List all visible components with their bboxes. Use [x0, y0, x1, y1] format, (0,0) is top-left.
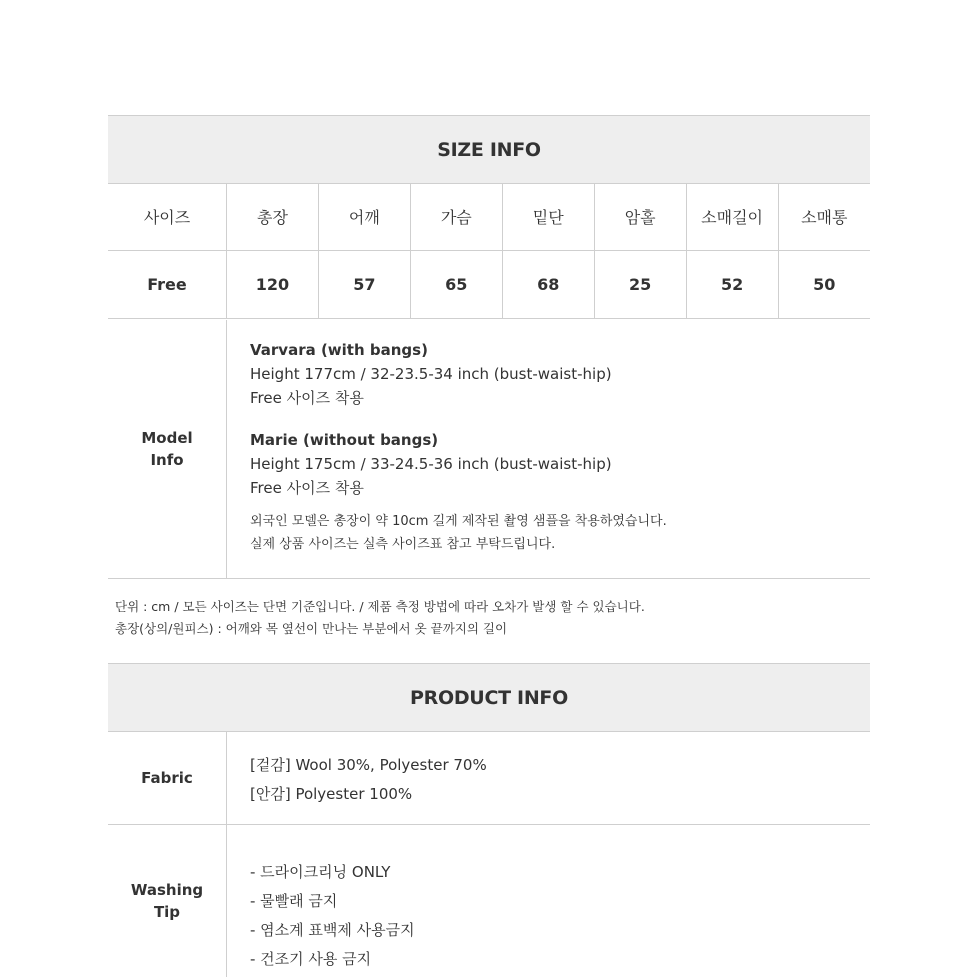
model-wear-size: Free 사이즈 착용: [250, 479, 364, 497]
washing-tip-label: [108, 825, 227, 977]
washing-tip-line: - 염소계 표백제 사용금지: [250, 921, 415, 939]
washing-tip-label-line2: Tip: [153, 903, 181, 921]
model-name: Marie (without bangs): [250, 431, 439, 449]
fabric-line: [안감] Polyester 100%: [250, 785, 413, 803]
units-note: [115, 596, 875, 640]
header-total-length: 총장: [227, 183, 319, 251]
washing-tip-label-line1: Washing: [130, 881, 204, 899]
model-info-body: [250, 338, 860, 556]
header-chest: 가슴: [410, 183, 502, 251]
model-info-row: [108, 320, 870, 579]
model-height: Height 177cm / 32-23.5-34 inch (bust-waist-hip): [250, 365, 612, 383]
header-size: 사이즈: [108, 183, 227, 251]
washing-tip-line: - 물빨래 금지: [250, 892, 338, 910]
cell-total-length: 120: [227, 251, 319, 319]
product-info-header: [108, 663, 870, 732]
fabric-row: [108, 731, 870, 825]
cell-sleeve-length: 52: [686, 251, 778, 319]
size-table-header-row: [108, 183, 870, 251]
size-info-title: SIZE INFO: [437, 138, 541, 161]
fabric-body: [250, 751, 860, 809]
cell-chest: 65: [410, 251, 502, 319]
washing-tip-line: - 드라이크리닝 ONLY: [250, 863, 391, 881]
model-note-line1: 외국인 모델은 총장이 약 10cm 길게 제작된 촬영 샘플을 착용하였습니다.: [250, 514, 667, 529]
header-armhole: 암홀: [594, 183, 686, 251]
model-height: Height 175cm / 33-24.5-36 inch (bust-waist-hip): [250, 455, 612, 473]
cell-shoulder: 57: [318, 251, 410, 319]
size-info-header: [108, 115, 870, 184]
product-info-title: PRODUCT INFO: [410, 686, 568, 709]
model-info-label-line2: Info: [150, 451, 184, 469]
cell-hem: 68: [502, 251, 594, 319]
header-shoulder: 어깨: [318, 183, 410, 251]
fabric-line: [겉감] Wool 30%, Polyester 70%: [250, 756, 487, 774]
washing-tip-line: - 건조기 사용 금지: [250, 950, 372, 968]
table-row: [108, 251, 870, 319]
model-wear-size: Free 사이즈 착용: [250, 389, 364, 407]
model-info-label: [108, 320, 227, 578]
size-table: [108, 183, 870, 319]
model-note: [250, 510, 860, 556]
cell-sleeve-width: 50: [778, 251, 870, 319]
units-note-line1: 단위 : cm / 모든 사이즈는 단면 기준입니다. / 제품 측정 방법에 따라 오차가 발생 할 수 있습니다.: [115, 599, 645, 614]
model-note-line2: 실제 상품 사이즈는 실측 사이즈표 참고 부탁드립니다.: [250, 537, 556, 552]
header-sleeve-length: 소매길이: [686, 183, 778, 251]
units-note-line2: 총장(상의/원피스) : 어깨와 목 옆선이 만나는 부분에서 옷 끝까지의 길이: [115, 621, 508, 636]
cell-size: Free: [108, 251, 227, 319]
model-name: Varvara (with bangs): [250, 341, 428, 359]
washing-tip-row: [108, 825, 870, 977]
header-hem: 밑단: [502, 183, 594, 251]
washing-tip-body: [250, 858, 860, 974]
header-sleeve-width: 소매통: [778, 183, 870, 251]
cell-armhole: 25: [594, 251, 686, 319]
model-info-label-line1: Model: [141, 429, 193, 447]
fabric-label: Fabric: [108, 731, 227, 824]
